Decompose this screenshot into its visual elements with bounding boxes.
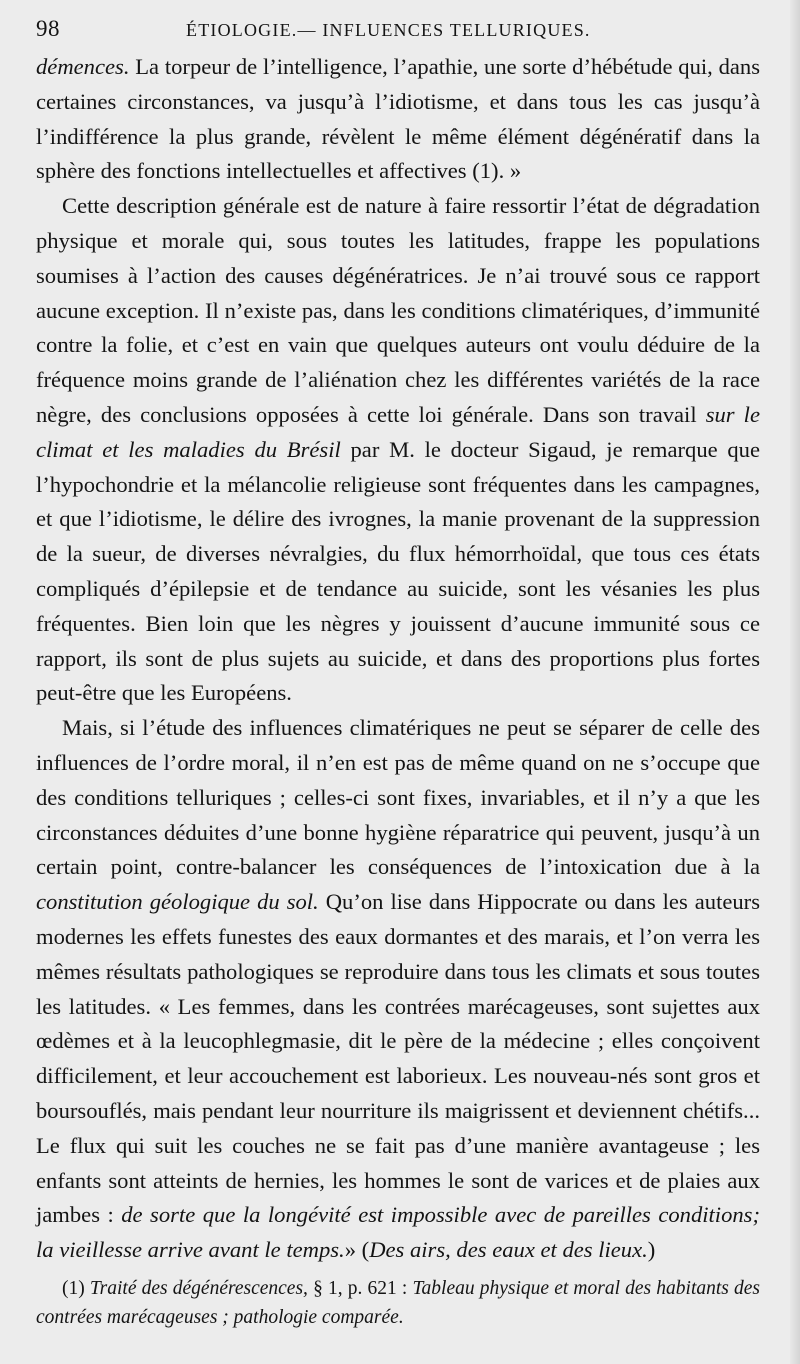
text-run: (1) [62,1277,90,1299]
text-run: Cette description générale est de nature à faire ressortir l’état de dégradation physique et morale qui, sous toutes les latitudes, frappe les populations soumises à l’action des causes dégénératrices. Je n’ai trouvé sous ce rapport aucune exception. Il n’existe pas, dans les conditions climatériques, d’immunité contre la folie, et c’est en vain que quelques auteurs ont voulu déduire de la fréquence moins grande de l’aliénation chez les différentes variétés de la race nègre, des conclusions opposées à cette loi générale. Dans son travail [36,193,760,427]
italic-text-run: Tableau physique et moral des habitants des contrées marécageuses ; pathologie comparée. [36,1277,761,1328]
italic-text-run: Traité des dégénérescences, [89,1277,308,1299]
paragraph [36,189,760,711]
footnotes [36,1274,760,1332]
body-text [36,50,760,1268]
italic-text-run: constitution géologique du sol. [36,889,319,915]
text-run: Mais, si l’étude des influences climatériques ne peut se séparer de celle des influences de l’ordre moral, il n’en est pas de même quand on ne s’occupe que des conditions telluriques ; celles-ci sont fixes, invariables, et il n’y a que les circonstances déduites d’une bonne hygiène réparatrice qui peuvent, jusqu’à un certain point, contre-balancer les conséquences de l’intoxication due à la [36,715,760,880]
text-run: Qu’on lise dans Hippocrate ou dans les auteurs modernes les effets funestes des eaux dormantes et des marais, et l’on verra les mêmes résultats pathologiques se reproduire dans tous les climats et sous toutes les latitudes. « Les femmes, dans les contrées marécageuses, sont sujettes aux œdèmes et à la leucophlegmasie, dit le père de la médecine ; elles conçoivent difficilement, et leur accouchement est laborieux. Les nouveau-nés sont gros et boursouflés, mais pendant leur nourriture ils maigrissent et deviennent chétifs... Le flux qui suit les couches ne se fait pas d’une manière avantageuse ; les enfants sont atteints de hernies, les hommes le sont de varices et de plaies aux jambes : [36,889,760,1228]
footnote [36,1274,760,1332]
italic-text-run: de sorte que la longévité est impossible avec de pareilles conditions; la vieillesse arrive avant le temps. [36,1202,760,1263]
paragraph [36,711,760,1268]
running-title: ÉTIOLOGIE.— INFLUENCES TELLURIQUES. [186,20,591,40]
text-run: par M. le docteur Sigaud, je remarque que l’hypochondrie et la mélancolie religieuse sont fréquentes dans les campagnes, et que l’idiotisme, le délire des ivrognes, la manie provenant de la suppression de la sueur, de diverses névralgies, du flux hémorrhoïdal, que tous ces états compliqués d’épilepsie et de tendance au suicide, sont les vésanies les plus fréquentes. Bien loin que les nègres y jouissent d’aucune immunité sous ce rapport, ils sont de plus sujets au suicide, et dans des proportions plus fortes peut-être que les Européens. [36,436,761,706]
text-run: La torpeur de l’intelligence, l’apathie, une sorte d’hébétude qui, dans certaines circonstances, va jusqu’à l’idiotisme, et dans tous les cas jusqu’à l’indifférence la plus grande, révèlent le même élément dégénératif dans la sphère des fonctions intellectuelles et affectives (1). » [36,54,760,184]
text-run: » ( [344,1237,370,1263]
page-edge-shadow [790,0,800,1364]
page-number: 98 [36,16,60,41]
italic-text-run: Des airs, des eaux et des lieux. [369,1237,648,1263]
italic-text-run: sur le climat et les maladies du Brésil [36,401,760,462]
text-run: § 1, p. 621 : [307,1277,413,1299]
italic-text-run: démences. [36,54,130,79]
page-header [36,16,760,50]
paragraph [36,50,760,189]
text-run: ) [647,1237,656,1263]
